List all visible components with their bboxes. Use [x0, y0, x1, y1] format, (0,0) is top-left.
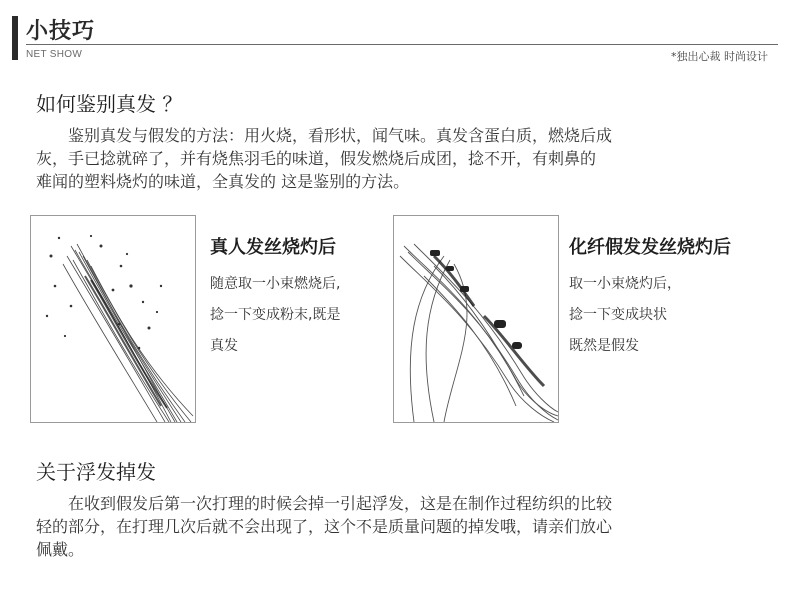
- header-subtitle: NET SHOW: [26, 49, 83, 60]
- section-title-loose-hair: 关于浮发掉发: [36, 460, 156, 484]
- paragraph-line: 难闻的塑料烧灼的味道，全真发的 这是鉴别的方法。: [36, 172, 410, 191]
- paragraph-line: 灰，手已捻就碎了，并有烧焦羽毛的味道，假发燃烧后成团，捻不开，有刺鼻的: [36, 149, 597, 168]
- card-line: 随意取一小束燃烧后,: [210, 276, 341, 292]
- header-tagline: *独出心裁 时尚设计: [671, 50, 768, 63]
- section-paragraph-loose-hair: [36, 492, 612, 561]
- card-title-synthetic-hair: 化纤假发发丝烧灼后: [569, 237, 731, 258]
- card-line: 既然是假发: [569, 338, 639, 354]
- header-divider: [26, 44, 778, 45]
- paragraph-line: 在收到假发后第一次打理的时候会掉一引起浮发，这是在制作过程纺织的比较: [68, 494, 613, 513]
- page-title: 小技巧: [26, 19, 96, 44]
- card-title-real-hair: 真人发丝烧灼后: [210, 237, 336, 258]
- header-accent-bar: [12, 16, 18, 60]
- section-title-identify: 如何鉴别真发 ？: [36, 92, 183, 116]
- card-line: 取一小束烧灼后，: [569, 276, 681, 292]
- card-line: 捻一下变成粉末,既是: [210, 307, 341, 323]
- real-hair-burned-image: [30, 215, 196, 423]
- paragraph-line: 佩戴。: [36, 540, 85, 559]
- section-paragraph-identify: [36, 124, 612, 193]
- paragraph-line: 鉴别真发与假发的方法：用火烧，看形状，闻气味。真发含蛋白质，燃烧后成: [68, 126, 613, 145]
- synthetic-hair-burned-image: [393, 215, 559, 423]
- card-line: 捻一下变成块状: [569, 307, 667, 323]
- card-line: 真发: [210, 338, 238, 354]
- paragraph-line: 轻的部分，在打理几次后就不会出现了，这个不是质量问题的掉发哦，请亲们放心: [36, 517, 613, 536]
